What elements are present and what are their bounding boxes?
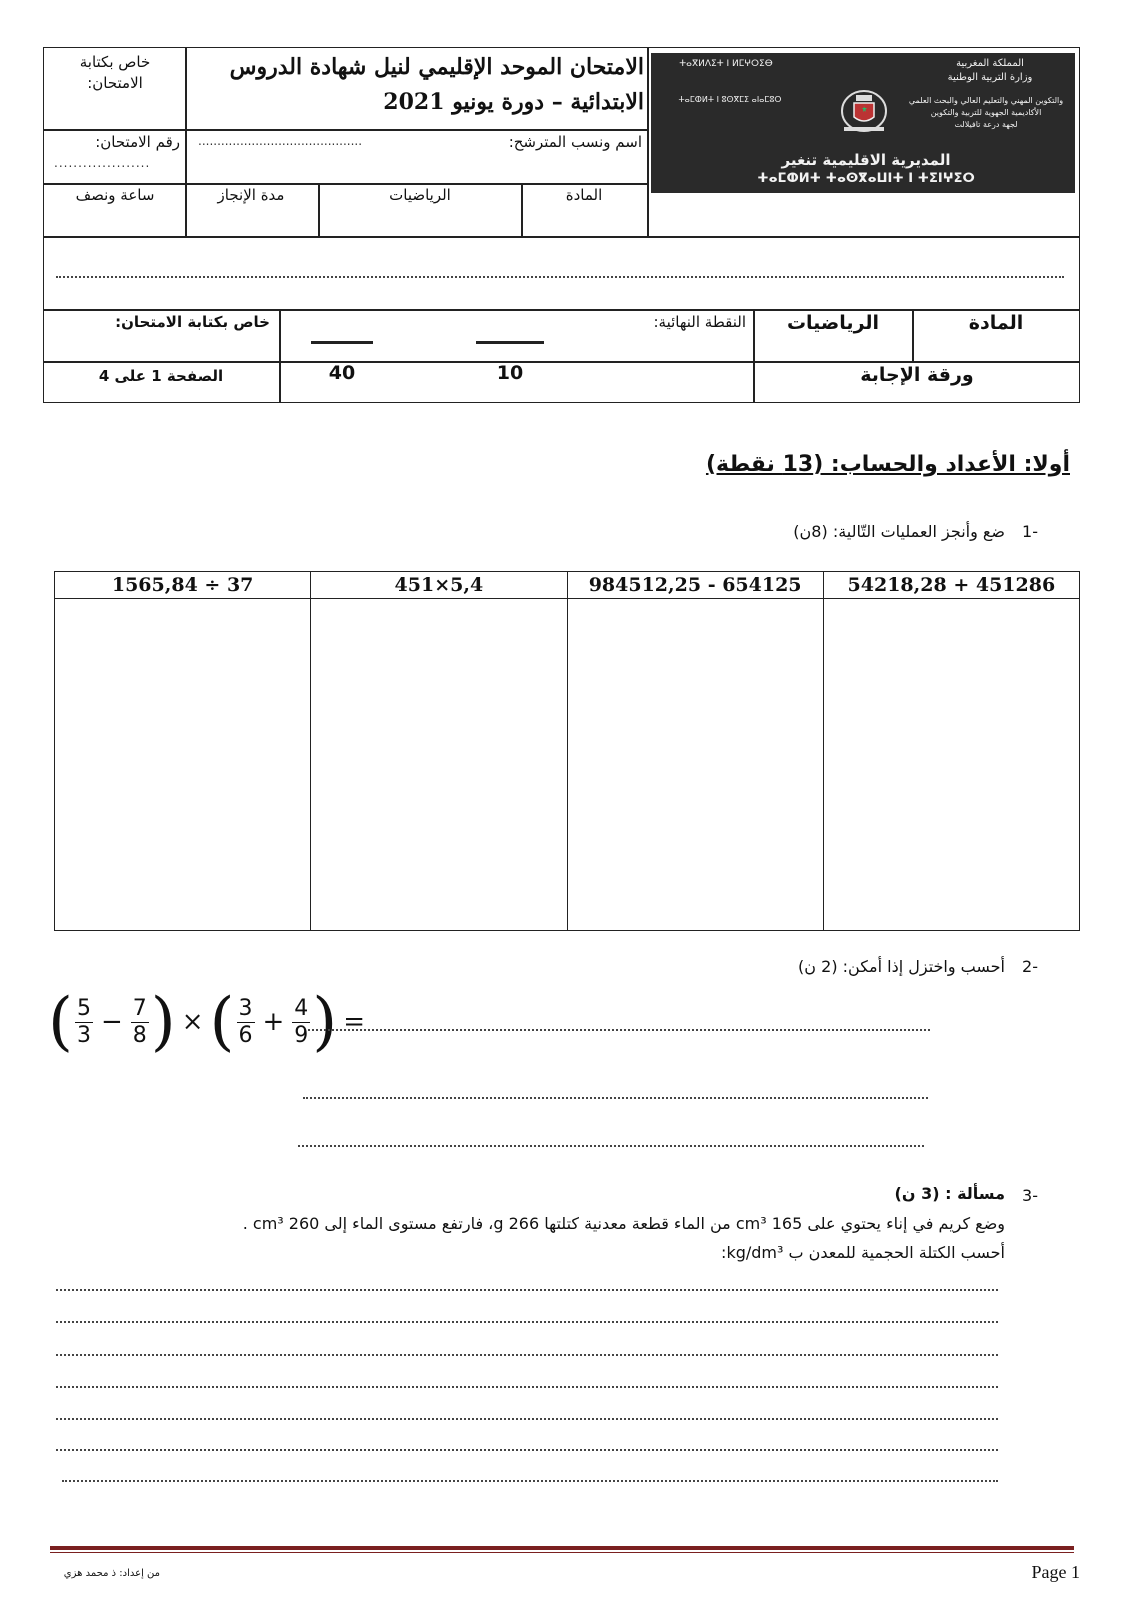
operation-1: 54218,28 + 451286 [823, 572, 1079, 599]
answer-cell-2[interactable] [567, 599, 823, 931]
answer-sheet-label: ورقة الإجابة [860, 364, 974, 386]
page-info: الصفحة 1 على 4 [98, 367, 224, 385]
coat-of-arms-icon [836, 81, 892, 137]
subject-value-bottom: الرياضيات [786, 312, 880, 334]
q1-text: ضع وأنجز العمليات التّالية: (8ن) [793, 522, 1005, 541]
q3-title: مسألة : (3 ن) [894, 1184, 1005, 1203]
logo-kingdom-text: المملكة المغربية [956, 58, 1024, 69]
score-line-40[interactable] [311, 341, 373, 344]
footer-rule [50, 1546, 1074, 1550]
section1-title: أولا: الأعداد والحساب: (13 نقطة) [705, 452, 1070, 477]
logo-ministry-text: وزارة التربية الوطنية [947, 72, 1033, 83]
footer-page-number: Page 1 [1031, 1562, 1080, 1582]
subject-label-bottom: المادة [968, 312, 1024, 334]
q3-answer-line-3[interactable] [56, 1354, 998, 1356]
fraction-2: $\frac{7}{8}$ [132, 995, 147, 1048]
operations-table [54, 571, 1080, 931]
logo-directorate-text: المديرية الاقليمية تنغير [781, 151, 951, 169]
answer-cell-4[interactable] [55, 599, 311, 931]
q3-answer-line-5[interactable] [56, 1418, 998, 1420]
reserved-label-bottom: خاص بكتابة الامتحان: [115, 313, 270, 331]
duration-value: ساعة ونصف [75, 186, 155, 204]
logo-region-text: لجهة درعة تافيلالت [954, 120, 1018, 129]
q2-text: أحسب واختزل إذا أمكن: (2 ن) [798, 957, 1005, 976]
q3-answer-line-2[interactable] [56, 1321, 998, 1323]
candidate-name-field[interactable]: ........................................... [198, 134, 363, 148]
exam-title-line2: الابتدائية – دورة يونيو 2021 [383, 89, 644, 115]
q3-text-line2: أحسب الكتلة الحجمية للمعدن ب kg/dm³: [721, 1243, 1005, 1262]
operation-4: 1565,84 ÷ 37 [55, 572, 311, 599]
final-score-label: النقطة النهائية: [653, 313, 746, 331]
logo-tifinagh-bottom: ⵜⴰⵎⵀⵍⵜ ⵜⴰⵙⴳⴰⵡⵏⵜ ⵏ ⵜⵉⵏⵖⵉⵔ [757, 171, 975, 186]
operation-3: 451×5,4 [311, 572, 567, 599]
q3-number: -3 [1022, 1186, 1038, 1205]
fraction-3: $\frac{3}{6}$ [238, 995, 253, 1048]
ministry-logo-block [651, 53, 1075, 193]
fraction-1: $\frac{5}{3}$ [76, 995, 91, 1048]
duration-label: مدة الإنجاز [217, 186, 285, 204]
footer-author: من إعداد: ذ محمد هزي [63, 1568, 160, 1579]
score-line-10[interactable] [476, 341, 544, 344]
exam-number-label: رقم الامتحان: [95, 133, 180, 151]
subject-label-top: المادة [565, 186, 603, 204]
operation-2: 984512,25 - 654125 [567, 572, 823, 599]
q3-answer-line-6[interactable] [56, 1449, 998, 1451]
exam-number-field[interactable]: .................... [54, 156, 151, 170]
q3-answer-line-7[interactable] [62, 1480, 998, 1482]
answer-cell-1[interactable] [823, 599, 1079, 931]
reserved-label-top: خاص بكتابة الامتحان: [79, 53, 151, 92]
candidate-name-label: اسم ونسب المترشح: [508, 133, 642, 151]
logo-tifinagh-mid: ⵜⴰⵎⵀⵍⵜ ⵏ ⵓⵙⴳⵎⵉ ⴰⵏⴰⵎⵓⵔ [678, 95, 782, 104]
logo-ministry-line2: والتكوين المهني والتعليم العالي والبحث العلمي [908, 96, 1064, 105]
answer-cell-3[interactable] [311, 599, 567, 931]
q3-answer-line-4[interactable] [56, 1386, 998, 1388]
footer-rule-thin [50, 1552, 1074, 1553]
header-dotted-line [56, 276, 1064, 278]
q2-answer-line-1[interactable] [308, 1029, 930, 1031]
score-denominator-10: 10 [496, 362, 524, 384]
q2-number: -2 [1022, 957, 1038, 976]
q2-answer-line-3[interactable] [298, 1145, 924, 1147]
q2-answer-line-2[interactable] [303, 1097, 928, 1099]
q3-text-line1: وضع كريم في إناء يحتوي على 165 cm³ من الماء قطعة معدنية كتلتها 266 g، فارتفع مستوى الماء إلى 260 cm³ . [242, 1214, 1005, 1233]
fraction-expression: ( $\frac{5}{3}$ − $\frac{7}{8}$ ) ×( $\frac{3}{6}$ + $\frac{4}{9}$ ) = [48, 985, 366, 1059]
logo-academy-text: الأكاديمية الجهوية للتربية والتكوين [930, 108, 1042, 117]
score-denominator-40: 40 [328, 362, 356, 384]
q3-answer-line-1[interactable] [56, 1289, 998, 1291]
q1-number: -1 [1022, 522, 1038, 541]
fraction-4: $\frac{4}{9}$ [294, 995, 309, 1048]
subject-value-top: الرياضيات [389, 186, 451, 204]
exam-title-line1: الامتحان الموحد الإقليمي لنيل شهادة الدروس [229, 54, 644, 80]
logo-tifinagh-top: ⵜⴰⴳⵍⴷⵉⵜ ⵏ ⵍⵎⵖⵔⵉⴱ [679, 59, 773, 69]
